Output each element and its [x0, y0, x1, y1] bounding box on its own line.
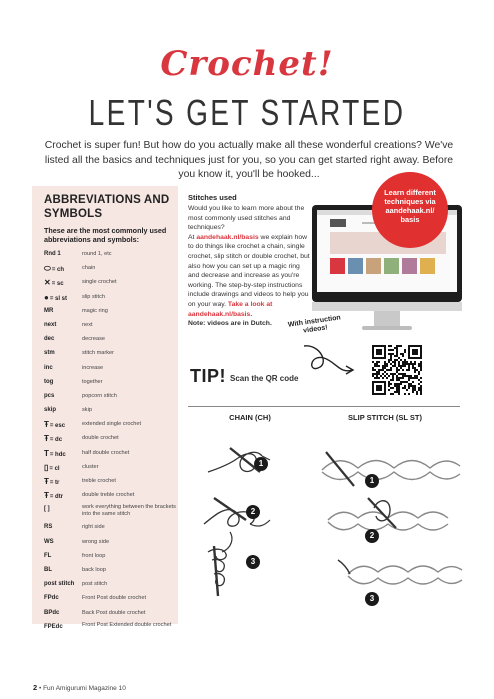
- abbreviation-row: [44, 536, 178, 550]
- abbreviation-key: [44, 539, 82, 546]
- abbreviation-key: [44, 624, 82, 631]
- abbreviation-key-text: = dtr: [49, 494, 64, 501]
- video-callout: With instruction videos!: [287, 314, 342, 335]
- abbreviation-key-text: FPEdc: [44, 623, 63, 630]
- abbreviation-meaning: wrong side: [82, 538, 110, 545]
- website-logo: [330, 219, 346, 227]
- monitor-chin: [312, 302, 462, 311]
- abbreviation-meaning: front loop: [82, 552, 106, 559]
- abbreviation-row: [44, 432, 178, 446]
- abbreviation-row: [44, 550, 178, 564]
- monitor-stand: [374, 311, 400, 327]
- abbreviation-meaning: double treble crochet: [82, 492, 135, 499]
- abbreviation-meaning: extended single crochet: [82, 421, 142, 428]
- abbreviation-row: [44, 362, 178, 376]
- abbreviation-key-text: [ ]: [44, 506, 50, 513]
- slip-step-badge: 2: [365, 529, 379, 543]
- footer-bullet: •: [38, 685, 44, 692]
- abbreviation-row: [44, 621, 178, 639]
- abbreviation-meaning: stitch marker: [82, 350, 115, 357]
- abbreviation-key-text: RS: [44, 524, 53, 531]
- abbreviation-key-text: = ch: [51, 267, 65, 274]
- page-footer: [33, 683, 126, 692]
- badge-line: aandehaak.nl/: [385, 206, 435, 215]
- abbreviation-meaning: post stitch: [82, 581, 108, 588]
- abbreviation-meaning: single crochet: [82, 279, 117, 286]
- abbreviation-meaning: round 1, etc: [82, 251, 112, 257]
- abbreviation-meaning: treble crochet: [82, 478, 116, 484]
- chain-title: CHAIN (CH): [229, 413, 271, 422]
- badge-line: Learn different: [384, 188, 436, 197]
- abbreviation-row: [44, 305, 178, 319]
- slip-stitch-title: SLIP STITCH (SL ST): [348, 413, 422, 422]
- abbreviation-key: [44, 492, 82, 501]
- abbreviation-key-text: = esc: [49, 423, 66, 430]
- abbreviation-key-text: FL: [44, 552, 52, 559]
- abbreviation-key-text: Rnd 1: [44, 251, 61, 257]
- abbreviation-key: [44, 610, 82, 617]
- abbreviation-key: [44, 350, 82, 357]
- abbreviation-key: [44, 464, 82, 473]
- abbreviation-key-text: skip: [44, 407, 57, 414]
- stitch-symbol-icon: ●: [44, 292, 49, 302]
- website-thumb: [330, 258, 345, 274]
- video-language-note: Note: videos are in Dutch.: [188, 320, 272, 328]
- stitch-symbol-icon: Ŧ: [44, 477, 49, 486]
- abbreviation-key: [44, 279, 82, 288]
- abbreviation-meaning: decrease: [82, 336, 106, 343]
- abbreviation-key: [44, 421, 82, 430]
- tip-text: Scan the QR code: [230, 374, 299, 383]
- abbreviation-key-text: stm: [44, 350, 55, 357]
- abbreviation-key: [44, 393, 82, 400]
- abbreviation-key-text: BPdc: [44, 609, 60, 616]
- abbreviations-title: [44, 193, 178, 221]
- abbreviation-row: [44, 319, 178, 333]
- abbreviation-key-text: = dc: [49, 437, 63, 444]
- abbreviation-row: [44, 475, 178, 489]
- abbreviation-meaning: work everything between the brackets into the same stitch: [82, 504, 176, 518]
- slip-step-badge: 3: [365, 592, 379, 606]
- abbreviation-key: [44, 553, 82, 560]
- slip-stitch-illustration: [318, 428, 466, 608]
- abbreviation-key: [44, 524, 82, 531]
- stitch-symbol-icon: ✕: [44, 278, 51, 288]
- abbreviation-key: [44, 365, 82, 372]
- abbreviation-meaning: together: [82, 378, 103, 385]
- abbreviation-row: [44, 347, 178, 361]
- abbreviation-key: [44, 251, 82, 258]
- abbreviation-row: [44, 578, 178, 592]
- stitch-symbol-icon: Ŧ: [44, 491, 49, 501]
- abbreviations-title-line1: ABBREVIATIONS AND: [44, 194, 170, 206]
- abbreviation-key-text: pcs: [44, 392, 55, 399]
- page-title: LET'S GET STARTED: [88, 92, 406, 133]
- abbreviation-row: [44, 607, 178, 621]
- abbreviation-row: [44, 564, 178, 578]
- abbreviation-meaning: Back Post double crochet: [82, 609, 146, 616]
- website-thumb: [420, 258, 435, 274]
- abbreviation-meaning: back loop: [82, 566, 106, 573]
- abbreviation-row: [44, 521, 178, 535]
- abbreviation-key-text: = tr: [49, 480, 60, 486]
- abbreviation-key-text: FPdc: [44, 595, 59, 602]
- stitches-text-2a: At: [188, 233, 197, 241]
- abbreviation-row: [44, 503, 178, 521]
- abbreviations-title-line2: SYMBOLS: [44, 208, 103, 220]
- basis-link-2[interactable]: Take a look at aandehaak.nl/basis.: [188, 300, 273, 318]
- abbreviation-key: [44, 595, 82, 602]
- abbreviation-key: [44, 294, 82, 303]
- abbreviation-key-text: dec: [44, 336, 55, 343]
- abbreviation-key-text: = hdc: [49, 451, 66, 458]
- intro-paragraph: Crochet is super fun! But how do you actually make all these wonderful creations? We've listed all the basics and techniques just for you, so you can get started right away. Before you know it, you'll be hooked...: [44, 140, 454, 180]
- abbreviation-meaning: popcorn stitch: [82, 392, 117, 399]
- abbreviation-key: [44, 407, 82, 414]
- abbreviation-meaning: chain: [82, 265, 96, 272]
- abbreviation-meaning: Front Post double crochet: [82, 595, 147, 602]
- abbreviations-subtitle: These are the most commonly used abbreviations and symbols:: [44, 226, 167, 244]
- badge-line: techniques via: [384, 197, 436, 206]
- basis-link[interactable]: aandehaak.nl/basis: [196, 233, 259, 241]
- abbreviation-row: [44, 390, 178, 404]
- chain-step-badge: 1: [254, 457, 268, 471]
- curly-arrow-icon: [300, 340, 356, 380]
- tip-label: TIP!: [190, 366, 226, 386]
- abbreviation-meaning: cluster: [82, 463, 99, 470]
- abbreviation-key-text: tog: [44, 378, 54, 385]
- abbreviation-key-text: post stitch: [44, 581, 75, 588]
- abbreviation-key: [44, 435, 82, 444]
- abbreviation-key-text: BL: [44, 566, 52, 573]
- abbreviation-meaning: right side: [82, 524, 105, 531]
- abbreviation-row: [44, 592, 178, 606]
- monitor-base: [362, 326, 412, 330]
- abbreviation-row: [44, 248, 178, 262]
- section-divider: [188, 406, 460, 407]
- chain-step-badge: 2: [246, 505, 260, 519]
- abbreviation-meaning: double crochet: [82, 435, 119, 442]
- stitches-heading: Stitches used: [188, 193, 237, 202]
- abbreviation-key-text: inc: [44, 364, 53, 371]
- abbreviation-row: [44, 276, 178, 290]
- slip-step-badge: 1: [365, 474, 379, 488]
- publication-name: Fun Amigurumi Magazine 10: [43, 685, 126, 692]
- stitches-text-1: Would you like to learn more about the most commonly used stitches and techniques?: [188, 205, 305, 232]
- abbreviation-meaning: magic ring: [82, 307, 108, 314]
- abbreviation-row: [44, 447, 178, 461]
- website-thumb: [384, 258, 399, 274]
- stitch-symbol-icon: T: [44, 448, 49, 458]
- stitch-symbol-icon: Ŧ: [44, 434, 49, 444]
- abbreviation-meaning: slip stitch: [82, 293, 106, 300]
- website-thumb: [348, 258, 363, 274]
- abbreviation-key-text: = sl st: [49, 295, 68, 302]
- abbreviation-row: [44, 461, 178, 475]
- page-number: 2: [33, 683, 38, 692]
- abbreviation-meaning: Front Post Extended double crochet: [82, 621, 172, 628]
- abbreviation-meaning: increase: [82, 364, 104, 371]
- script-title: Crochet!: [160, 44, 334, 84]
- website-thumb: [366, 258, 381, 274]
- techniques-badge: [372, 172, 448, 248]
- badge-line: basis: [400, 215, 420, 224]
- stitch-symbol-icon: ⬭: [44, 264, 51, 274]
- abbreviation-key: [44, 322, 82, 329]
- abbreviation-row: [44, 376, 178, 390]
- abbreviation-row: [44, 489, 178, 503]
- abbreviation-key: [44, 478, 82, 487]
- abbreviation-key: [44, 450, 82, 459]
- abbreviation-meaning: half double crochet: [82, 449, 130, 456]
- abbreviation-meaning: skip: [82, 407, 92, 414]
- chain-step-badge: 3: [246, 555, 260, 569]
- stitches-text-2b: we explain how to do things like crochet a chain, single crochet, slip stitch or double crochet, but also how you can set up a magic ring and decrease and increase as you're working. The step-by-step instructions include drawings and videos to help you on your way.: [188, 233, 310, 308]
- abbreviation-row: [44, 418, 178, 432]
- abbreviation-row: [44, 333, 178, 347]
- abbreviation-key: [44, 567, 82, 574]
- abbreviation-key-text: MR: [44, 307, 54, 314]
- abbreviations-list: [44, 248, 178, 639]
- abbreviation-key: [44, 265, 82, 274]
- website-thumb: [402, 258, 417, 274]
- abbreviation-key: [44, 506, 82, 513]
- stitches-text: [188, 204, 312, 329]
- abbreviation-key-text: = cl: [49, 465, 60, 472]
- abbreviation-key: [44, 379, 82, 386]
- qr-code[interactable]: [372, 345, 422, 395]
- abbreviation-key: [44, 308, 82, 315]
- abbreviation-key-text: = sc: [51, 281, 64, 288]
- abbreviation-row: [44, 262, 178, 276]
- stitch-symbol-icon: Ŧ: [44, 420, 49, 430]
- abbreviation-key: [44, 581, 82, 588]
- abbreviation-meaning: next: [82, 321, 93, 328]
- stitch-symbol-icon: ▯: [44, 462, 49, 472]
- abbreviation-key-text: next: [44, 321, 57, 328]
- abbreviation-row: [44, 291, 178, 305]
- abbreviation-key-text: WS: [44, 538, 54, 545]
- abbreviation-key: [44, 336, 82, 343]
- abbreviation-row: [44, 404, 178, 418]
